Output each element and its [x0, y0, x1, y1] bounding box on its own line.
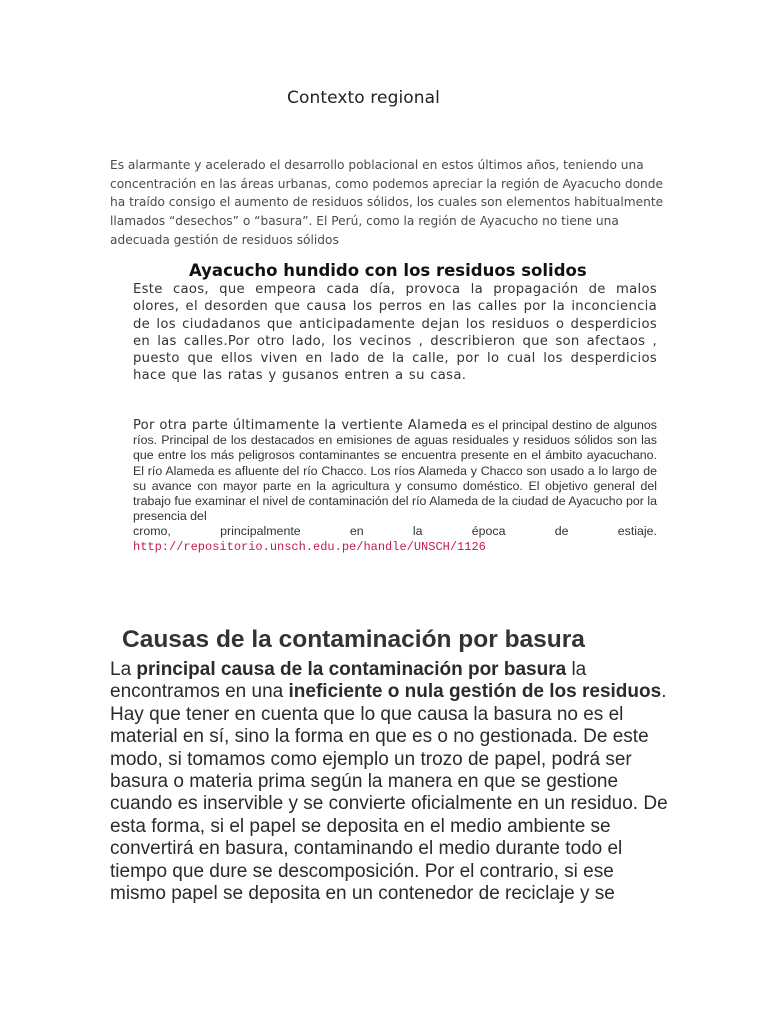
source-link[interactable]: http://repositorio.unsch.edu.pe/handle/UNSCH/1126: [133, 540, 486, 554]
section-heading-ayacucho: Ayacucho hundido con los residuos solidos: [189, 261, 587, 280]
section1-paragraph-1: Este caos, que empeora cada día, provoca la propagación de malos olores, el desorden que causa los perros en las calles por la inconciencia de los ciudadanos que anticipadamente dejan los residuos o desperdicios en las calles.Por otro lado, los vecinos , describieron que son afectaos , puesto que ellos viven en lado de la calle, por lo cual los desperdicios hace que las ratas y gusanos entren a su casa.: [133, 282, 657, 384]
causas-paragraph: [110, 659, 670, 905]
document-title: Contexto regional: [287, 88, 441, 108]
section-heading-causas: Causas de la contaminación por basura: [122, 626, 585, 653]
paragraph2-body: es el principal destino de algunos ríos. Principal de los destacados en emisiones de aguas residuales y residuos sólidos son las que entre los más peligrosos contaminantes se encuentra presente en el ámbito ayacuchano. El río Alameda es afluente del río Chacco. Los ríos Alameda y Chacco son usado a lo largo de su avance con mayor parte en la agricultura y consumo doméstico. El objetivo general del trabajo fue examinar el nivel de contaminación del río Alameda de la ciudad de Ayacucho por la presencia del: [133, 418, 657, 524]
causas-bold-1: principal causa de la contaminación por basura: [136, 659, 567, 680]
paragraph2-last-line: cromo, principalmente en la época de estiaje.: [133, 524, 657, 539]
causas-bold-2: ineficiente o nula gestión de los residuos: [288, 681, 662, 703]
causas-text-3: . Hay que tener en cuenta que lo que causa la basura no es el material en sí, sino la forma en que es o no gestionada. De este modo, si tomamos como ejemplo un trozo de papel, podrá ser basura o materia prima según la manera en que se gestione cuando es inservible y se convierte oficialmente en un residuo. De esta forma, si el papel se deposita en el medio ambiente se convertirá en basura, contaminando el medio durante todo el tiempo que dure se descomposición. Por el contrario, si ese mismo papel se deposita en un contenedor de reciclaje y se: [110, 681, 668, 905]
causas-text-1: La: [110, 659, 137, 680]
paragraph2-lead: Por otra parte últimamente la vertiente Alameda: [133, 418, 468, 433]
causas-text-2: la encontramos en una: [110, 659, 587, 703]
section1-paragraph-2: [133, 418, 657, 540]
intro-paragraph: Es alarmante y acelerado el desarrollo poblacional en estos últimos años, teniendo una concentración en las áreas urbanas, como podemos apreciar la región de Ayacucho donde ha traído consigo el aumento de residuos sólidos, los cuales son elementos habitualmente llamados “desechos” o “basura”. El Perú, como la región de Ayacucho no tiene una adecuada gestión de residuos sólidos: [110, 158, 664, 247]
